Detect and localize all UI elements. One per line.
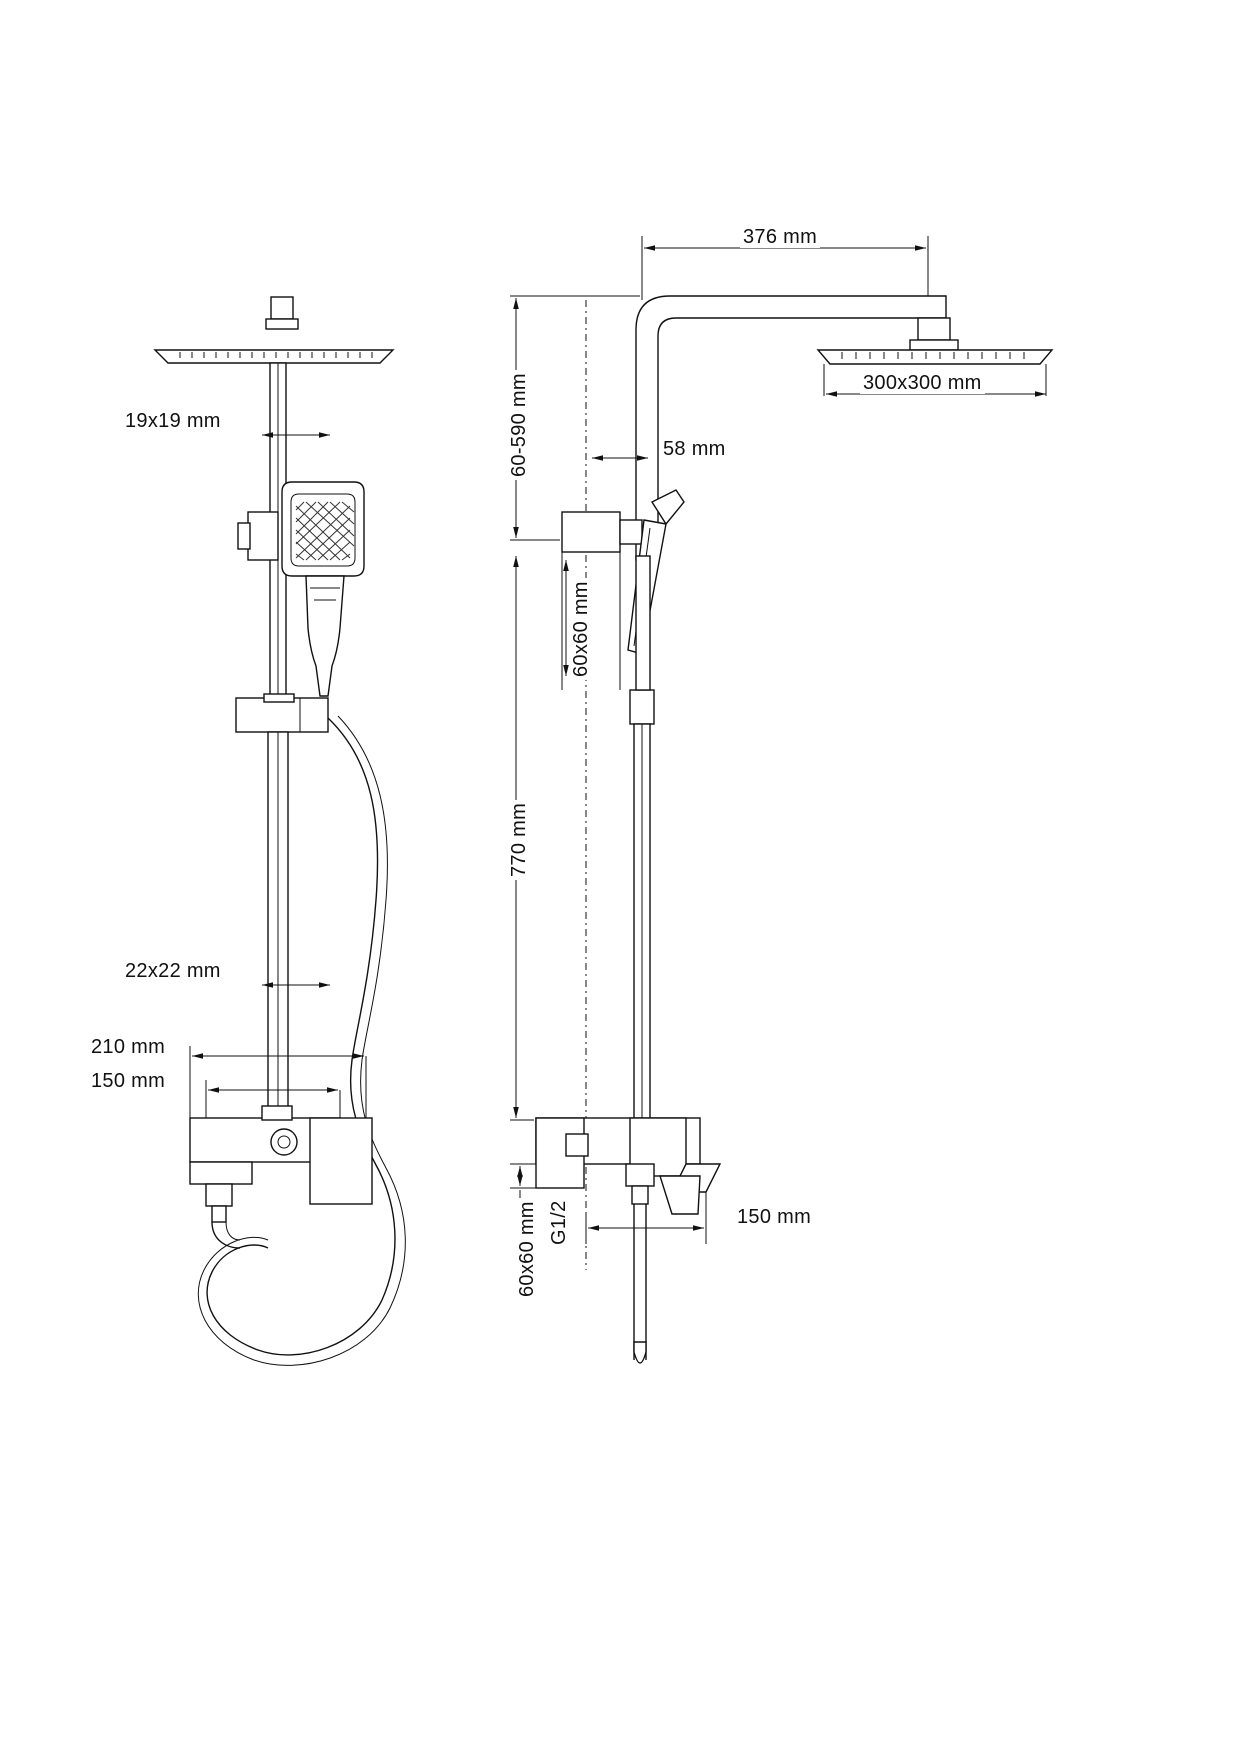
side-view — [510, 236, 1052, 1363]
dim-head-height-range: 60-590 mm — [508, 370, 530, 480]
dim-lower-tube-22x22: 22x22 mm — [122, 960, 224, 982]
dim-mixer-depth-210: 210 mm — [88, 1036, 168, 1058]
dim-riser-section-19x19: 19x19 mm — [122, 410, 224, 432]
dim-holder-block-60x60: 60x60 mm — [570, 578, 592, 680]
hand-shower-head — [282, 482, 364, 696]
dim-arm-projection-376: 376 mm — [740, 226, 820, 248]
dim-riser-height-770: 770 mm — [508, 800, 530, 880]
front-view — [155, 297, 405, 1365]
dim-mixer-block-60x60: 60x60 mm — [516, 1198, 538, 1300]
dim-mixer-width-150: 150 mm — [88, 1070, 168, 1092]
dim-head-size-300x300: 300x300 mm — [860, 372, 985, 394]
dim-holder-offset-58: 58 mm — [660, 438, 729, 460]
dim-spout-projection-150: 150 mm — [734, 1206, 814, 1228]
dim-inlet-thread-g12: G1/2 — [548, 1197, 570, 1248]
